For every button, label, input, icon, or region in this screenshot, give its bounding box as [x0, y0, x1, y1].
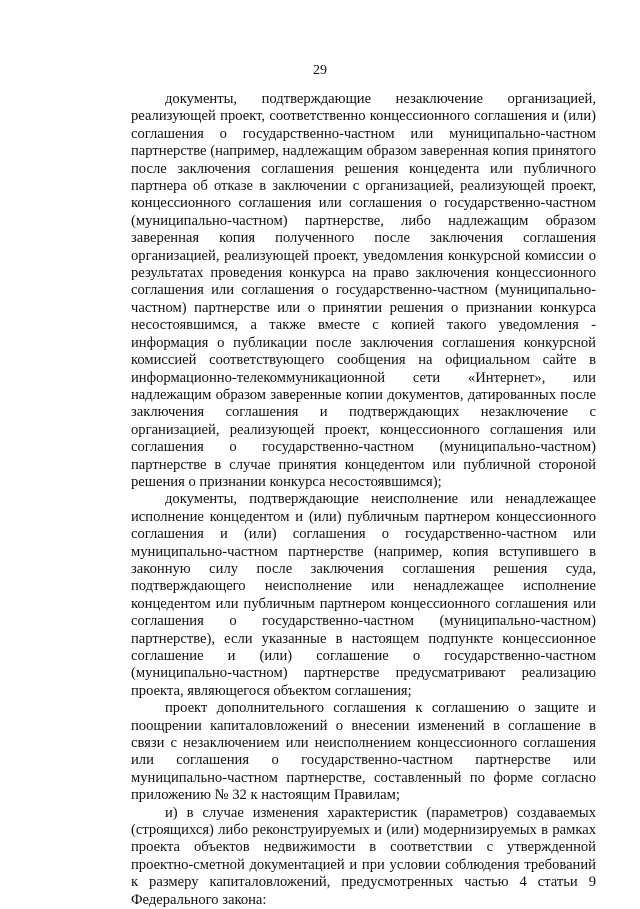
paragraph-documents-nonconclusion: документы, подтверждающие незаключение организацией, реализующей проект, соответственно концессионного соглашения и (или) соглашения о государственно-частном или муниципально-частном партнерстве (например, надлежащим образом заверенная копия принятого после заключения соглашения решения концедента или публичного партнера об отказе в заключении с организацией, реализующей проект, концессионного соглашения или соглашения о государственно-частном (муниципально-частном) партнерстве, либо надлежащим образом заверенная копия полученного после заключения соглашения организацией, реализующей проект, уведомления конкурсной комиссии о результатах проведения конкурса на право заключения концессионного соглашения или соглашения о государственно-частном (муниципально-частном) партнерстве или о принятии решения о признании конкурса несостоявшимся, а также вместе с копией такого уведомления - информация о публикации после заключения соглашения конкурсной комиссией соответствующего сообщения на официальном сайте в информационно-телекоммуникационной сети «Интернет», или надлежащим образом заверенные копии документов, датированных после заключения соглашения и подтверждающих незаключение с организацией, реализующей проект, концессионного соглашения или соглашения о государственно-частном (муниципально-частном) партнерстве в случае принятия концедентом или публичной стороной решения о признании конкурса несостоявшимся); — [131, 91, 596, 490]
paragraph-item-i: и) в случае изменения характеристик (параметров) создаваемых (строящихся) либо реконструируемых и (или) модернизируемых в рамках проекта объектов недвижимости в соответствии с утвержденной проектно-сметной документацией и при условии соблюдения требований к размеру капиталовложений, предусмотренных частью 4 статьи 9 Федерального закона: — [131, 804, 596, 908]
page-number: 29 — [313, 63, 327, 78]
page-body — [131, 91, 596, 909]
paragraph-draft-additional-agreement: проект дополнительного соглашения к соглашению о защите и поощрении капиталовложений о внесении изменений в соглашение в связи с незаключением или неисполнением концессионного соглашения или соглашения о государственно-частном партнерстве или муниципально-частном партнерстве, составленный по форме согласно приложению № 32 к настоящим Правилам; — [131, 700, 596, 804]
paragraph-documents-nonperformance: документы, подтверждающие неисполнение или ненадлежащее исполнение концедентом и (или) публичным партнером концессионного соглашения и (или) соглашения о государственно-частном или муниципально-частном партнерстве (например, копия вступившего в законную силу после заключения соглашения решения суда, подтверждающего неисполнение или ненадлежащее исполнение концедентом или публичным партнером концессионного соглашения или соглашения о государственно-частном (муниципально-частном) партнерстве), если указанные в настоящем подпункте концессионное соглашение и (или) соглашение о государственно-частном (муниципально-частном) партнерстве предусматривают реализацию проекта, являющегося объектом соглашения; — [131, 491, 596, 699]
